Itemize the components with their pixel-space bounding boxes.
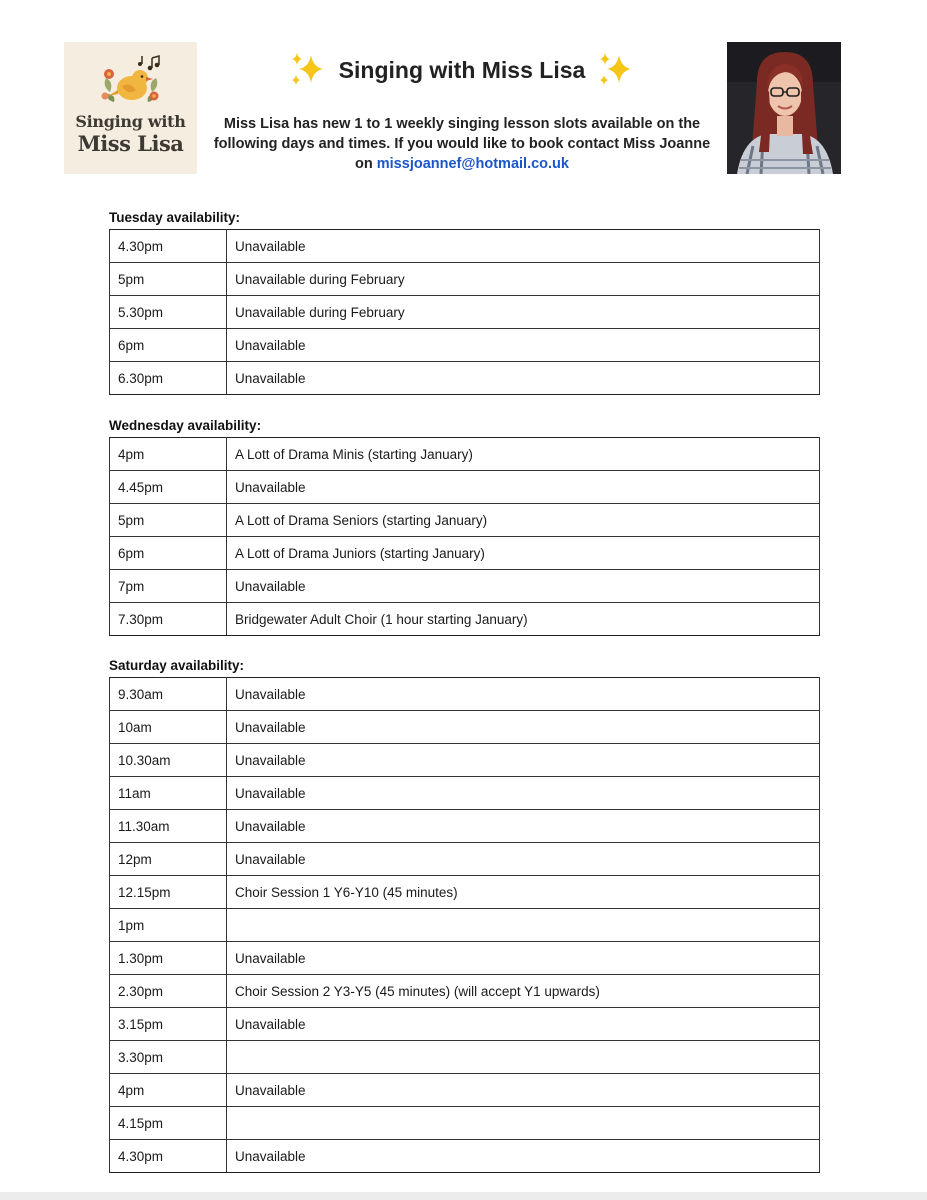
time-cell: 3.15pm: [110, 1008, 227, 1041]
table-row: [110, 1008, 820, 1041]
section-label-wednesday: Wednesday availability:: [109, 418, 262, 433]
profile-photo: [727, 42, 841, 174]
time-cell: 3.30pm: [110, 1041, 227, 1074]
table-row: [110, 876, 820, 909]
table-row: [110, 711, 820, 744]
time-cell: 5.30pm: [110, 296, 227, 329]
time-cell: 4pm: [110, 1074, 227, 1107]
status-cell: Choir Session 1 Y6-Y10 (45 minutes): [227, 876, 820, 909]
intro-body: Miss Lisa has new 1 to 1 weekly singing lesson slots available on the following days and times. If you would like to book contact Miss Joanne on: [213, 116, 711, 172]
table-row: [110, 1074, 820, 1107]
time-cell: 4pm: [110, 438, 227, 471]
sparkles-icon: [287, 49, 329, 91]
status-cell: Unavailable: [227, 843, 820, 876]
table-row: [110, 537, 820, 570]
wednesday-table: [109, 437, 820, 636]
status-cell: Unavailable: [227, 678, 820, 711]
status-cell: [227, 1107, 820, 1140]
page-title: Singing with Miss Lisa: [338, 56, 586, 83]
contact-email-link[interactable]: missjoannef@hotmail.co.uk: [376, 156, 569, 172]
status-cell: Unavailable: [227, 471, 820, 504]
status-cell: Unavailable: [227, 570, 820, 603]
status-cell: Unavailable: [227, 362, 820, 395]
table-row: [110, 975, 820, 1008]
section-label-tuesday: Tuesday availability:: [109, 210, 241, 225]
saturday-table: [109, 677, 820, 1173]
time-cell: 1pm: [110, 909, 227, 942]
status-cell: A Lott of Drama Minis (starting January): [227, 438, 820, 471]
time-cell: 9.30am: [110, 678, 227, 711]
logo: [64, 42, 197, 174]
time-cell: 11.30am: [110, 810, 227, 843]
table-row: [110, 1140, 820, 1173]
status-cell: Choir Session 2 Y3-Y5 (45 minutes) (will accept Y1 upwards): [227, 975, 820, 1008]
status-cell: Unavailable: [227, 810, 820, 843]
status-cell: A Lott of Drama Seniors (starting January): [227, 504, 820, 537]
status-cell: Unavailable: [227, 329, 820, 362]
intro-text: [200, 114, 724, 174]
logo-text-line2: Miss Lisa: [77, 131, 184, 156]
status-cell: Unavailable: [227, 777, 820, 810]
logo-text-line1: Singing with: [75, 112, 186, 131]
table-row: [110, 909, 820, 942]
table-row: [110, 329, 820, 362]
status-cell: Unavailable: [227, 1140, 820, 1173]
bottom-strip: [0, 1192, 927, 1200]
table-row: [110, 504, 820, 537]
table-row: [110, 471, 820, 504]
table-row: [110, 263, 820, 296]
table-row: [110, 1041, 820, 1074]
time-cell: 4.15pm: [110, 1107, 227, 1140]
status-cell: Unavailable: [227, 711, 820, 744]
time-cell: 4.30pm: [110, 1140, 227, 1173]
bird-icon: [96, 52, 166, 110]
sparkles-icon: [595, 49, 637, 91]
status-cell: Unavailable: [227, 744, 820, 777]
section-label-saturday: Saturday availability:: [109, 658, 245, 673]
time-cell: 6.30pm: [110, 362, 227, 395]
status-cell: Bridgewater Adult Choir (1 hour starting January): [227, 603, 820, 636]
table-row: [110, 438, 820, 471]
status-cell: Unavailable during February: [227, 263, 820, 296]
table-row: [110, 744, 820, 777]
time-cell: 7.30pm: [110, 603, 227, 636]
table-row: [110, 570, 820, 603]
status-cell: Unavailable: [227, 230, 820, 263]
table-row: [110, 777, 820, 810]
status-cell: [227, 1041, 820, 1074]
status-cell: Unavailable: [227, 942, 820, 975]
time-cell: 5pm: [110, 263, 227, 296]
status-cell: Unavailable during February: [227, 296, 820, 329]
table-row: [110, 1107, 820, 1140]
time-cell: 2.30pm: [110, 975, 227, 1008]
time-cell: 7pm: [110, 570, 227, 603]
table-row: [110, 678, 820, 711]
table-row: [110, 843, 820, 876]
time-cell: 12pm: [110, 843, 227, 876]
table-row: [110, 296, 820, 329]
time-cell: 1.30pm: [110, 942, 227, 975]
time-cell: 6pm: [110, 329, 227, 362]
table-row: [110, 362, 820, 395]
table-row: [110, 810, 820, 843]
time-cell: 11am: [110, 777, 227, 810]
time-cell: 6pm: [110, 537, 227, 570]
time-cell: 4.30pm: [110, 230, 227, 263]
table-row: [110, 603, 820, 636]
status-cell: A Lott of Drama Juniors (starting January): [227, 537, 820, 570]
title-row: [200, 46, 724, 94]
table-row: [110, 230, 820, 263]
tuesday-table: [109, 229, 820, 395]
status-cell: Unavailable: [227, 1008, 820, 1041]
status-cell: Unavailable: [227, 1074, 820, 1107]
table-row: [110, 942, 820, 975]
time-cell: 12.15pm: [110, 876, 227, 909]
time-cell: 10am: [110, 711, 227, 744]
time-cell: 5pm: [110, 504, 227, 537]
status-cell: [227, 909, 820, 942]
time-cell: 10.30am: [110, 744, 227, 777]
page-header: [200, 46, 724, 174]
time-cell: 4.45pm: [110, 471, 227, 504]
